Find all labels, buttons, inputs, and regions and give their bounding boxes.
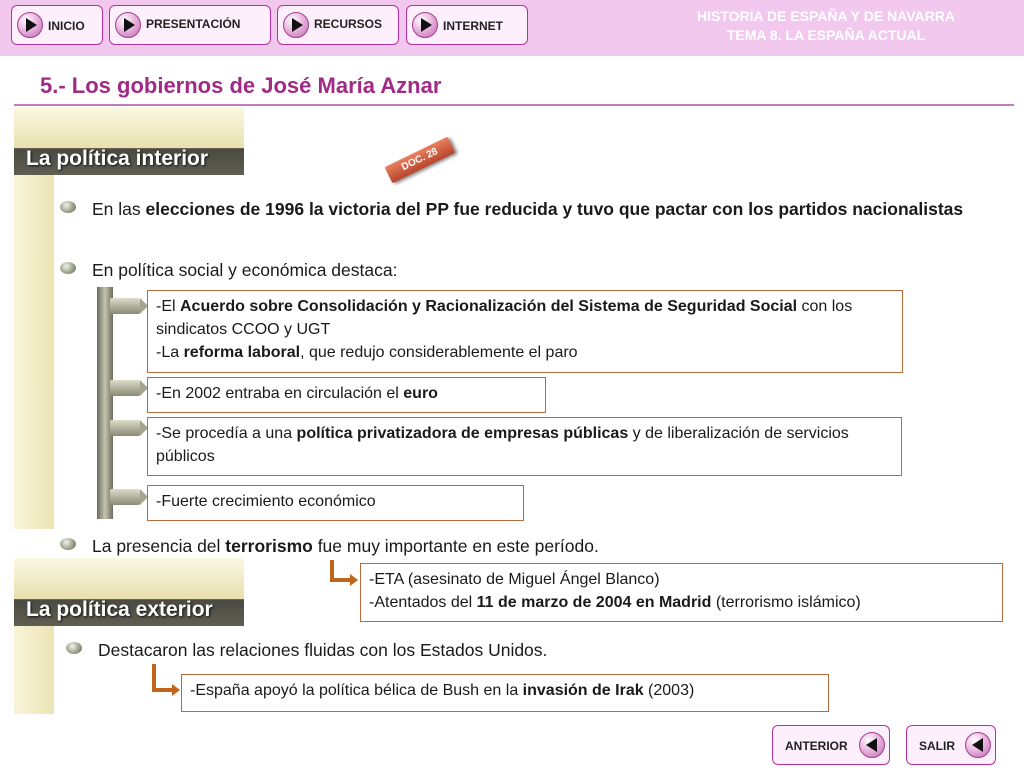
bullet-icon (66, 642, 82, 654)
internet-button[interactable] (406, 5, 528, 45)
exterior-side-rail (14, 626, 54, 714)
reforma-post: , que redujo considerablemente el paro (300, 344, 578, 361)
elecciones-bold: elecciones de 1996 la victoria del PP fue reducida y tuvo que pactar con los partidos nacionalistas (145, 199, 964, 219)
document-link-tag[interactable]: DOC. 28 (385, 137, 456, 184)
exit-arrow-icon (965, 732, 991, 758)
interior-section-tab (14, 107, 244, 175)
title-divider (14, 104, 1014, 106)
internet-label: INTERNET (443, 19, 503, 33)
recursos-button[interactable] (277, 5, 399, 45)
presentacion-button[interactable] (109, 5, 271, 45)
irak-box (181, 674, 829, 712)
course-title: HISTORIA DE ESPAÑA Y DE NAVARRA (696, 8, 955, 24)
bullet-icon (60, 201, 76, 213)
acuerdo-box (147, 290, 903, 373)
course-header (666, 7, 986, 45)
acuerdo-pre: -El (156, 298, 180, 315)
atentados-post: (terrorismo islámico) (711, 594, 861, 611)
back-arrow-icon (859, 732, 885, 758)
privatizacion-pre: -Se procedía a una (156, 425, 297, 442)
terrorismo-bold: terrorismo (225, 536, 313, 556)
play-icon (412, 12, 438, 38)
exterior-section-tab (14, 558, 244, 626)
social-intro-text: En política social y económica destaca: (92, 260, 398, 280)
crecimiento-box (147, 485, 524, 521)
reforma-pre: -La (156, 344, 184, 361)
privatizacion-post: y de liberalización de servicios públicos (156, 425, 849, 465)
bullet-icon (60, 262, 76, 274)
arrow-connector (110, 380, 140, 396)
privatizacion-bold: política privatizadora de empresas públicas (296, 425, 629, 442)
recursos-label: RECURSOS (314, 17, 383, 31)
elbow-arrow (330, 578, 350, 582)
anterior-label: ANTERIOR (785, 739, 848, 753)
terrorismo-detail-box (360, 563, 1003, 622)
acuerdo-post: con los sindicatos CCOO y UGT (156, 298, 853, 338)
euro-box (147, 377, 546, 413)
reforma-bold: reforma laboral (183, 344, 301, 361)
irak-post: (2003) (643, 682, 695, 699)
list-bracket (97, 287, 113, 519)
relaciones-text: Destacaron las relaciones fluidas con los Estados Unidos. (98, 640, 548, 660)
salir-button[interactable] (906, 725, 996, 765)
page-title: 5.- Los gobiernos de José María Aznar (40, 73, 442, 98)
atentados-text (369, 591, 994, 614)
acuerdo-text (156, 295, 894, 341)
atentados-pre: -Atentados del (369, 594, 477, 611)
euro-bold: euro (403, 385, 438, 402)
crecimiento-text: -Fuerte crecimiento económico (156, 493, 376, 510)
presentacion-label: PRESENTACIÓN (146, 17, 241, 31)
play-icon (283, 12, 309, 38)
arrow-connector (110, 420, 140, 436)
interior-side-rail (14, 174, 54, 529)
bullet-icon (60, 538, 76, 550)
eta-text: -ETA (asesinato de Miguel Ángel Blanco) (369, 571, 660, 588)
elecciones-text (92, 197, 972, 221)
play-icon (17, 12, 43, 38)
terrorismo-pre: La presencia del (92, 536, 226, 556)
reforma-text (156, 341, 894, 364)
play-icon (115, 12, 141, 38)
interior-section-title: La política interior (26, 147, 209, 170)
euro-pre: -En 2002 entraba en circulación el (156, 385, 404, 402)
elbow-arrow (152, 688, 172, 692)
inicio-label: INICIO (48, 19, 85, 33)
elecciones-pre: En las (92, 199, 146, 219)
irak-bold: invasión de Irak (522, 682, 644, 699)
inicio-button[interactable] (11, 5, 103, 45)
privatizacion-box (147, 417, 902, 476)
salir-label: SALIR (919, 739, 955, 753)
anterior-button[interactable] (772, 725, 890, 765)
irak-pre: -España apoyó la política bélica de Bush en la (190, 682, 523, 699)
unit-title: TEMA 8. LA ESPAÑA ACTUAL (726, 27, 926, 43)
terrorismo-post: fue muy importante en este período. (312, 536, 599, 556)
terrorismo-text (92, 534, 599, 558)
arrow-connector (110, 298, 140, 314)
arrow-connector (110, 489, 140, 505)
exterior-section-title: La política exterior (26, 598, 213, 621)
acuerdo-bold: Acuerdo sobre Consolidación y Racionalización del Sistema de Seguridad Social (180, 298, 798, 315)
top-navigation-bar (0, 0, 1024, 56)
atentados-bold: 11 de marzo de 2004 en Madrid (476, 594, 712, 611)
